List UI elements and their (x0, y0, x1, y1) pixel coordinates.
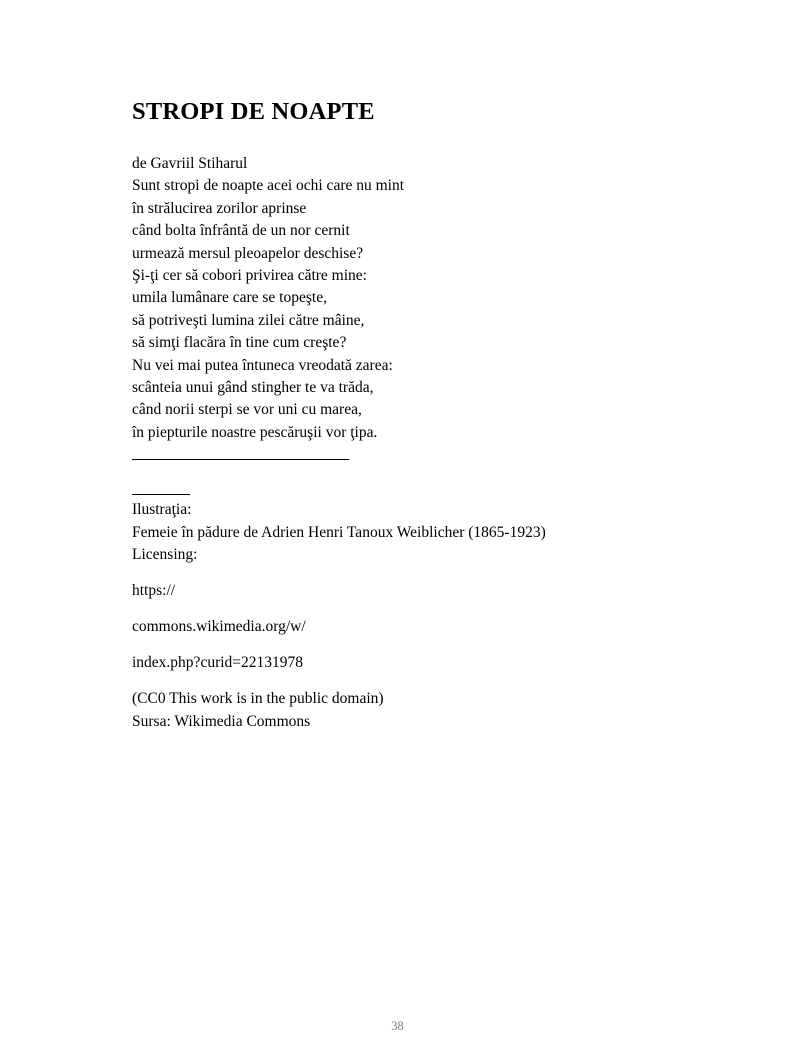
footnote-rule (132, 494, 190, 495)
poem-line: în strălucirea zorilor aprinse (132, 199, 307, 217)
illustration-label: Ilustraţia: (132, 501, 192, 518)
poem-line: Sunt stropi de noapte acei ochi care nu mint (132, 177, 405, 195)
licensing-label: Licensing: (132, 546, 198, 563)
source-url-part: https:// (132, 582, 176, 599)
poem-line: când bolta înfrântă de un nor cernit (132, 222, 350, 240)
illustration-credit: Femeie în pădure de Adrien Henri Tanoux Weiblicher (1865-1923) (132, 523, 546, 541)
poem-line: Nu vei mai putea întuneca vreodată zarea: (132, 356, 393, 374)
poem-title: STROPI DE NOAPTE (132, 98, 375, 125)
source-credit: Sursa: Wikimedia Commons (132, 712, 311, 730)
separator-rule (132, 459, 349, 460)
source-url-part: commons.wikimedia.org/w/ (132, 618, 306, 635)
footnotes (132, 499, 546, 733)
poem-line: Şi-ţi cer să cobori privirea către mine: (132, 267, 367, 285)
page-number: 38 (391, 1019, 404, 1033)
license-text: (CC0 This work is in the public domain) (132, 690, 384, 707)
source-url-part: index.php?curid=22131978 (132, 654, 304, 671)
poem-line: urmează mersul pleoapelor deschise? (132, 244, 364, 262)
author-line: de Gavriil Stiharul (132, 155, 248, 172)
poem-line: să simţi flacăra în tine cum creşte? (132, 334, 347, 352)
poem-line: când norii sterpi se vor uni cu marea, (132, 401, 362, 419)
poem-line: scânteia unui gând stingher te va trăda, (132, 379, 374, 397)
poem-line: să potriveşti lumina zilei către mâine, (132, 311, 365, 329)
poem-line: în piepturile noastre pescăruşii vor ţipa. (132, 423, 378, 441)
poem-body (132, 153, 404, 444)
poem-line: umila lumânare care se topeşte, (132, 289, 327, 307)
